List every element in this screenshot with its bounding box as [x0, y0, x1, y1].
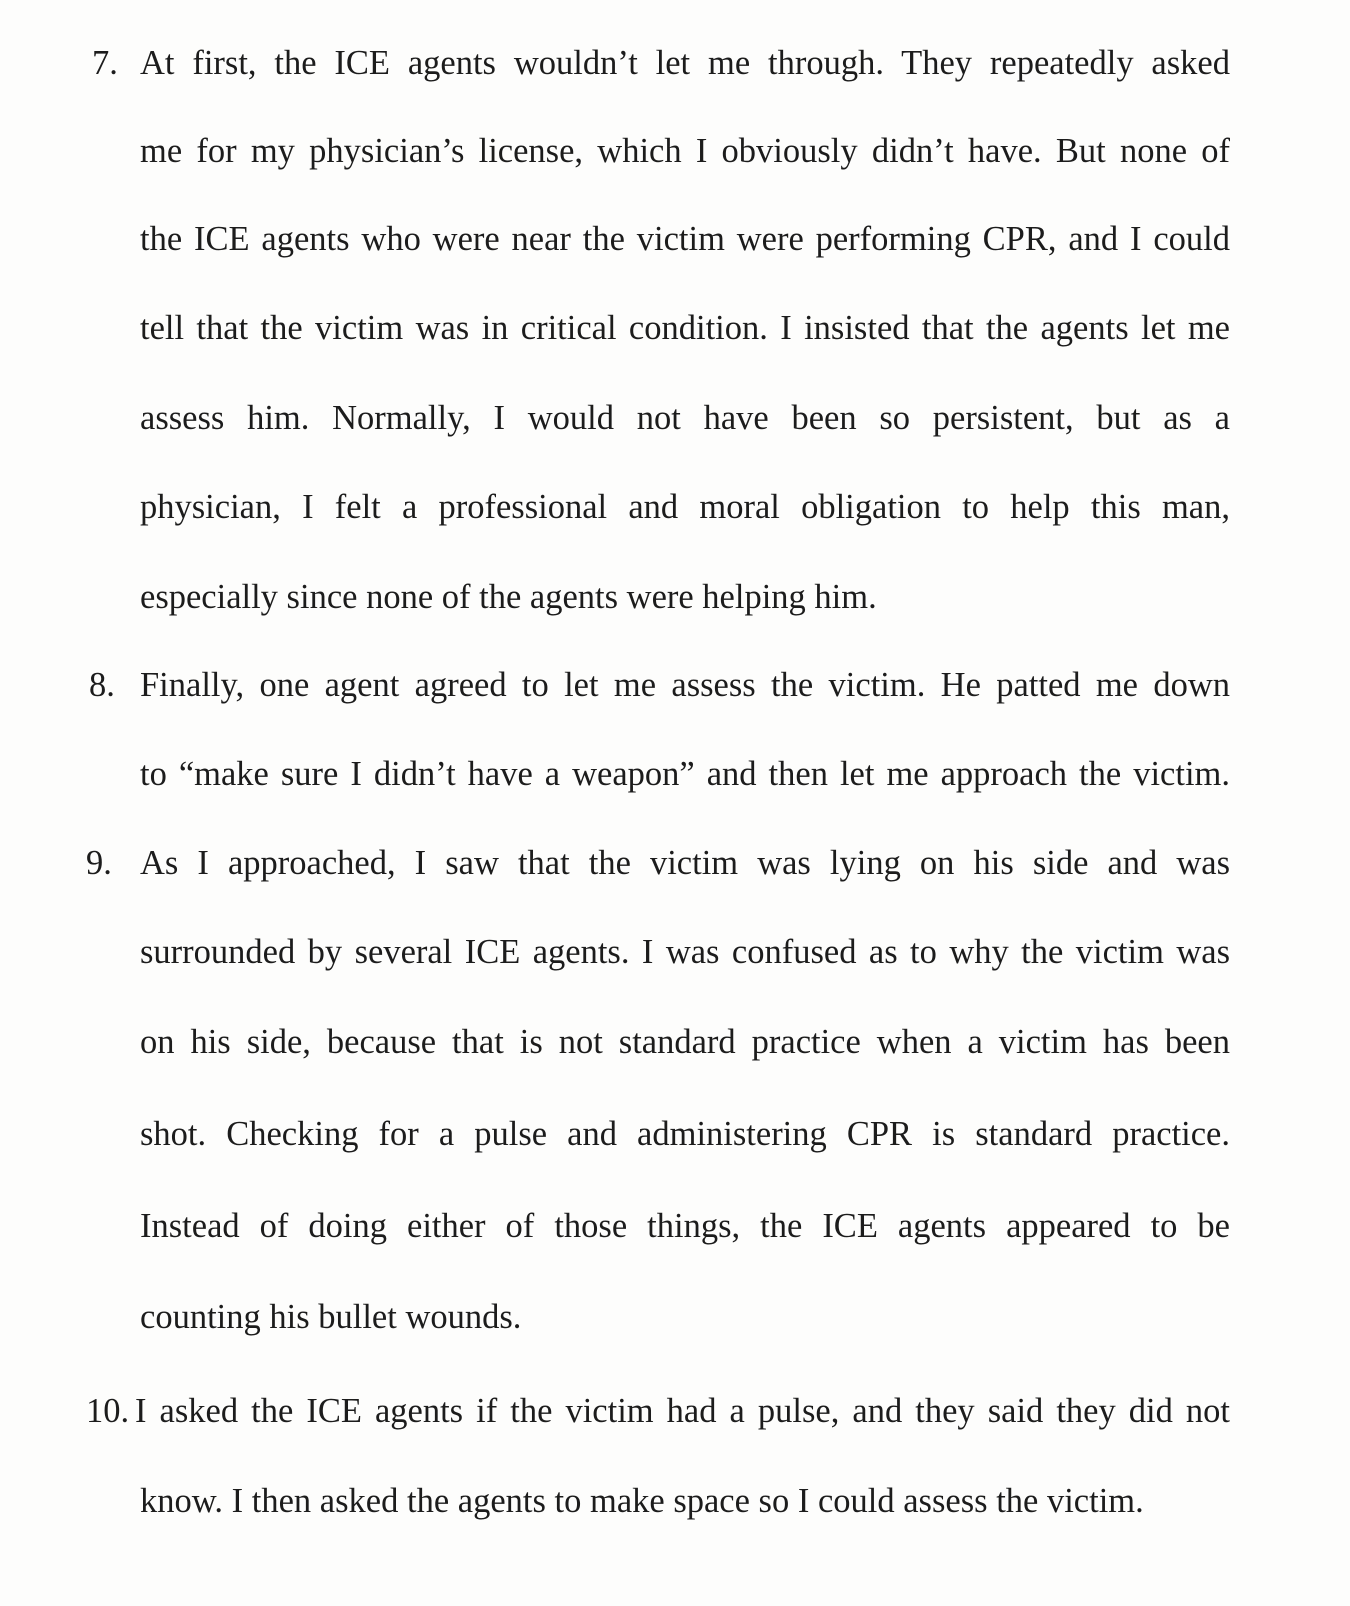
paragraph-line: Finally, one agent agreed to let me assess the victim. He patted me down: [140, 666, 1230, 704]
paragraph-line: the ICE agents who were near the victim were performing CPR, and I could: [140, 220, 1230, 258]
paragraph-line: especially since none of the agents were helping him.: [140, 578, 877, 616]
paragraph-line: I asked the ICE agents if the victim had a pulse, and they said they did not: [135, 1392, 1230, 1430]
paragraph-line: surrounded by several ICE agents. I was confused as to why the victim was: [140, 933, 1230, 971]
paragraph-line: tell that the victim was in critical condition. I insisted that the agents let me: [140, 309, 1230, 347]
paragraph-number: 7.: [92, 44, 118, 82]
paragraph-line: assess him. Normally, I would not have been so persistent, but as a: [140, 399, 1230, 437]
paragraph-line: Instead of doing either of those things, the ICE agents appeared to be: [140, 1207, 1230, 1245]
paragraph-line: counting his bullet wounds.: [140, 1298, 522, 1336]
paragraph-line: shot. Checking for a pulse and administering CPR is standard practice.: [140, 1115, 1230, 1153]
paragraph-line: on his side, because that is not standard practice when a victim has been: [140, 1023, 1230, 1061]
paragraph-line: me for my physician’s license, which I obviously didn’t have. But none of: [140, 132, 1230, 170]
paragraph-number: 10.: [86, 1392, 130, 1430]
paragraph-line: physician, I felt a professional and moral obligation to help this man,: [140, 488, 1230, 526]
paragraph-number: 9.: [86, 844, 112, 882]
paragraph-line: know. I then asked the agents to make space so I could assess the victim.: [140, 1482, 1144, 1520]
paragraph-line: to “make sure I didn’t have a weapon” and then let me approach the victim.: [140, 755, 1230, 793]
paragraph-line: As I approached, I saw that the victim was lying on his side and was: [140, 844, 1230, 882]
paragraph-number: 8.: [89, 666, 115, 704]
paragraph-line: At first, the ICE agents wouldn’t let me through. They repeatedly asked: [140, 44, 1230, 82]
